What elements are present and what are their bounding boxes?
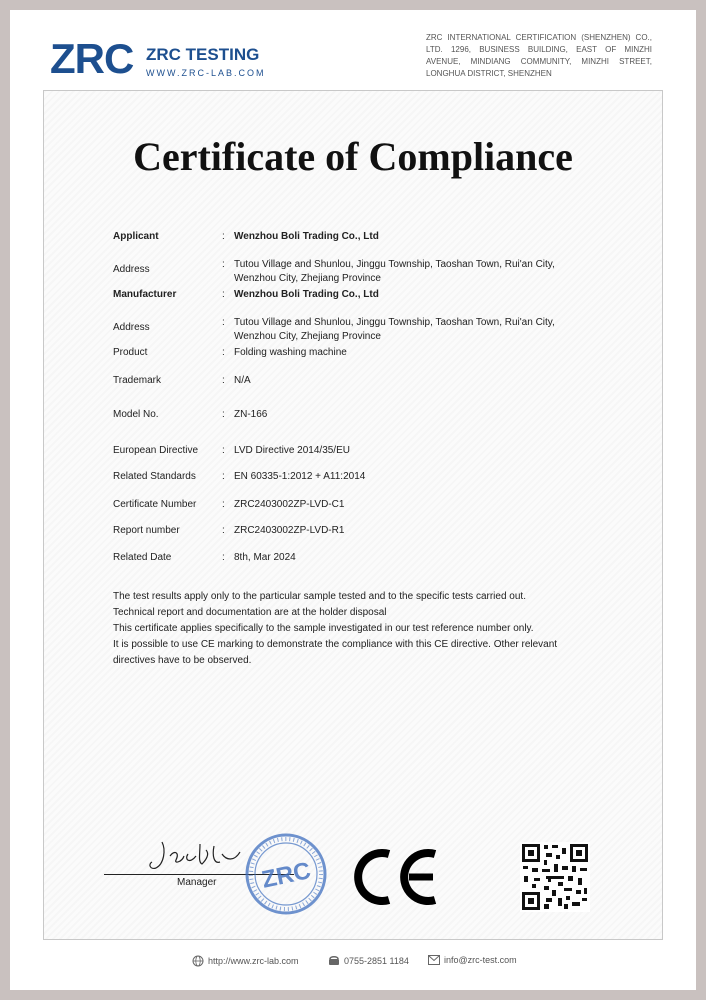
mail-icon <box>428 955 440 965</box>
note-line: This certificate applies specifically to the sample investigated in our test reference number only. <box>113 623 534 634</box>
field-value: Wenzhou Boli Trading Co., Ltd <box>234 231 379 242</box>
field-value: EN 60335-1:2012 + A11:2014 <box>234 471 366 482</box>
field-label: Model No. <box>113 409 159 420</box>
field-colon: : <box>222 347 225 358</box>
certificate-title: Certificate of Compliance <box>133 134 573 179</box>
field-colon: : <box>222 525 225 536</box>
field-value: ZN-166 <box>234 409 268 420</box>
field-label: Related Date <box>113 552 172 563</box>
globe-icon <box>192 955 204 967</box>
qr-code-icon <box>520 842 590 912</box>
email-text[interactable]: info@zrc-test.com <box>444 955 517 965</box>
logo-url: WWW.ZRC-LAB.COM <box>146 68 266 78</box>
field-label: Trademark <box>113 375 161 386</box>
manager-label: Manager <box>177 877 217 888</box>
field-colon: : <box>222 552 225 563</box>
field-label: Address <box>113 264 150 275</box>
field-value: ZRC2403002ZP-LVD-C1 <box>234 499 345 510</box>
field-value: Tutou Village and Shunlou, Jinggu Township, Taoshan Town, Rui'an City, Wenzhou City, Zhejiang Province <box>234 259 555 284</box>
field-label: Address <box>113 322 150 333</box>
note-line: The test results apply only to the particular sample tested and to the specific tests carried out. <box>113 591 526 602</box>
phone-icon <box>328 955 340 967</box>
field-label: Applicant <box>113 231 159 242</box>
footer-email[interactable] <box>428 955 517 965</box>
field-colon: : <box>222 259 225 270</box>
field-label: Related Standards <box>113 471 196 482</box>
field-colon: : <box>222 289 225 300</box>
field-colon: : <box>222 375 225 386</box>
field-label: European Directive <box>113 445 199 456</box>
field-value: 8th, Mar 2024 <box>234 552 296 563</box>
field-colon: : <box>222 471 225 482</box>
field-colon: : <box>222 317 225 328</box>
phone-text: 0755-2851 1184 <box>344 956 409 966</box>
company-stamp-icon <box>244 832 328 916</box>
logo-mark: ZRC <box>50 35 134 82</box>
field-colon: : <box>222 499 225 510</box>
note-line: It is possible to use CE marking to demonstrate the compliance with this CE directive. Other relevant directives have to be observed. <box>113 639 558 666</box>
field-value: Folding washing machine <box>234 347 347 358</box>
ce-mark-icon <box>349 846 439 908</box>
certificate-notes <box>113 589 583 669</box>
zrc-logo <box>50 28 280 88</box>
field-value: LVD Directive 2014/35/EU <box>234 445 350 456</box>
footer-website[interactable] <box>192 955 299 967</box>
field-colon: : <box>222 231 225 242</box>
logo-name: ZRC TESTING <box>146 45 260 64</box>
certificate-frame <box>43 90 663 940</box>
footer-phone <box>328 955 409 967</box>
field-value: N/A <box>234 375 251 386</box>
company-address: ZRC INTERNATIONAL CERTIFICATION (SHENZHEN) CO., LTD. 1296, BUSINESS BUILDING, EAST OF MINZHI AVENUE, MINDIANG COMMUNITY, MINZHI STREET, LONGHUA DISTRICT, SHENZHEN <box>426 33 652 78</box>
field-label: Product <box>113 347 148 358</box>
website-text[interactable]: http://www.zrc-lab.com <box>208 956 299 966</box>
field-label: Report number <box>113 525 180 536</box>
field-value: Wenzhou Boli Trading Co., Ltd <box>234 289 379 300</box>
field-label: Certificate Number <box>113 499 197 510</box>
note-line: Technical report and documentation are at the holder disposal <box>113 607 387 618</box>
certificate-page <box>10 10 696 990</box>
field-value: Tutou Village and Shunlou, Jinggu Township, Taoshan Town, Rui'an City, Wenzhou City, Zhejiang Province <box>234 317 555 342</box>
signature-icon <box>144 836 244 876</box>
field-value: ZRC2403002ZP-LVD-R1 <box>234 525 345 536</box>
field-colon: : <box>222 445 225 456</box>
signature-block <box>104 826 324 926</box>
stamp-text: ZRC <box>259 857 314 894</box>
field-colon: : <box>222 409 225 420</box>
field-label: Manufacturer <box>113 289 177 300</box>
